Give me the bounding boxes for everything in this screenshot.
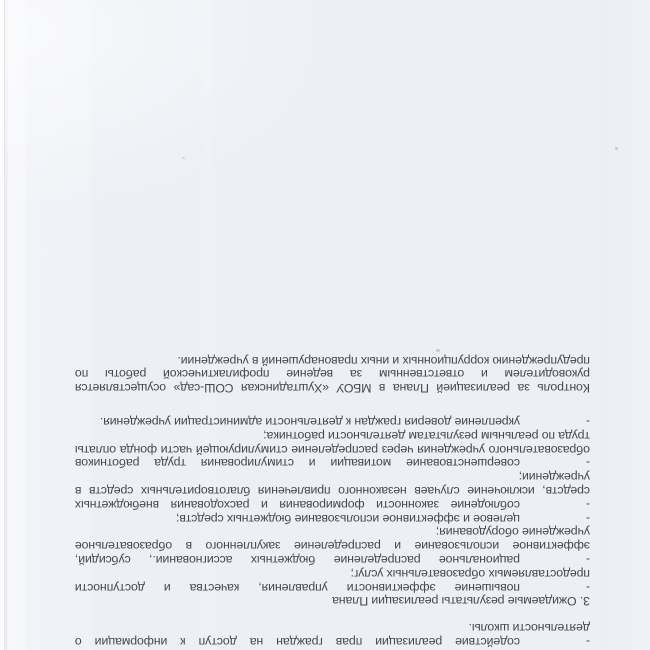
doc-paragraph [75,525,590,566]
scan-speck [615,147,618,150]
paragraph-text: укрепление доверия граждан к деятельности администрации учреждения. [99,415,520,430]
bullet-dash: - [586,580,590,595]
bullet-dash: - [586,511,590,526]
doc-paragraph [75,428,590,469]
paragraph-text: соблюдение законности формирования и расходования внебюджетных средств, исключение случаев незаконного привлечения благотворительных средств в учреждении; [75,470,590,512]
doc-heading [75,594,590,608]
scan-speck [182,157,185,159]
paragraph-text: целевое и эффективное использование бюджетных средств; [176,511,520,526]
document-text-block [75,350,590,648]
paragraph-text: повышение эффективности управления, качества и доступности предоставляемых образовательных услуг; [75,566,590,595]
doc-paragraph [75,353,590,394]
bullet-dash: - [586,553,590,568]
doc-paragraph [75,414,590,428]
bullet-dash: - [586,635,590,649]
doc-paragraph [75,511,590,525]
doc-paragraph [75,566,590,594]
bullet-dash: - [586,456,590,471]
paper-edge-shadow [4,0,5,650]
paragraph-text: содействие реализации прав граждан на доступ к информации о деятельности школы. [75,621,590,649]
doc-paragraph [75,620,590,648]
bullet-dash: - [586,497,590,512]
paragraph-text: рациональное распределение бюджетных ассигновании., субсидий, эффективное использование и распределение закупленного в образовательное учреждение оборудования; [75,525,590,568]
heading-text: 3. Ожидаемые результаты реализации Плана [332,594,590,609]
bullet-dash: - [586,415,590,430]
doc-paragraph [75,469,590,510]
paragraph-text: совершенствование мотивации и стимулирования труда работников образовательного учреждения через распределение стимулирующей части фонда оплаты труда по реальным результатам деятельности работника; [75,428,590,471]
paragraph-text: Контроль за реализацией Плана в МБОУ «Хуштадинская СОШ-сад» осуществляется руководителем и ответственным за ведение профилактической работы по предупреждению коррупционных и иных правонарушений в учреждении. [75,353,590,396]
